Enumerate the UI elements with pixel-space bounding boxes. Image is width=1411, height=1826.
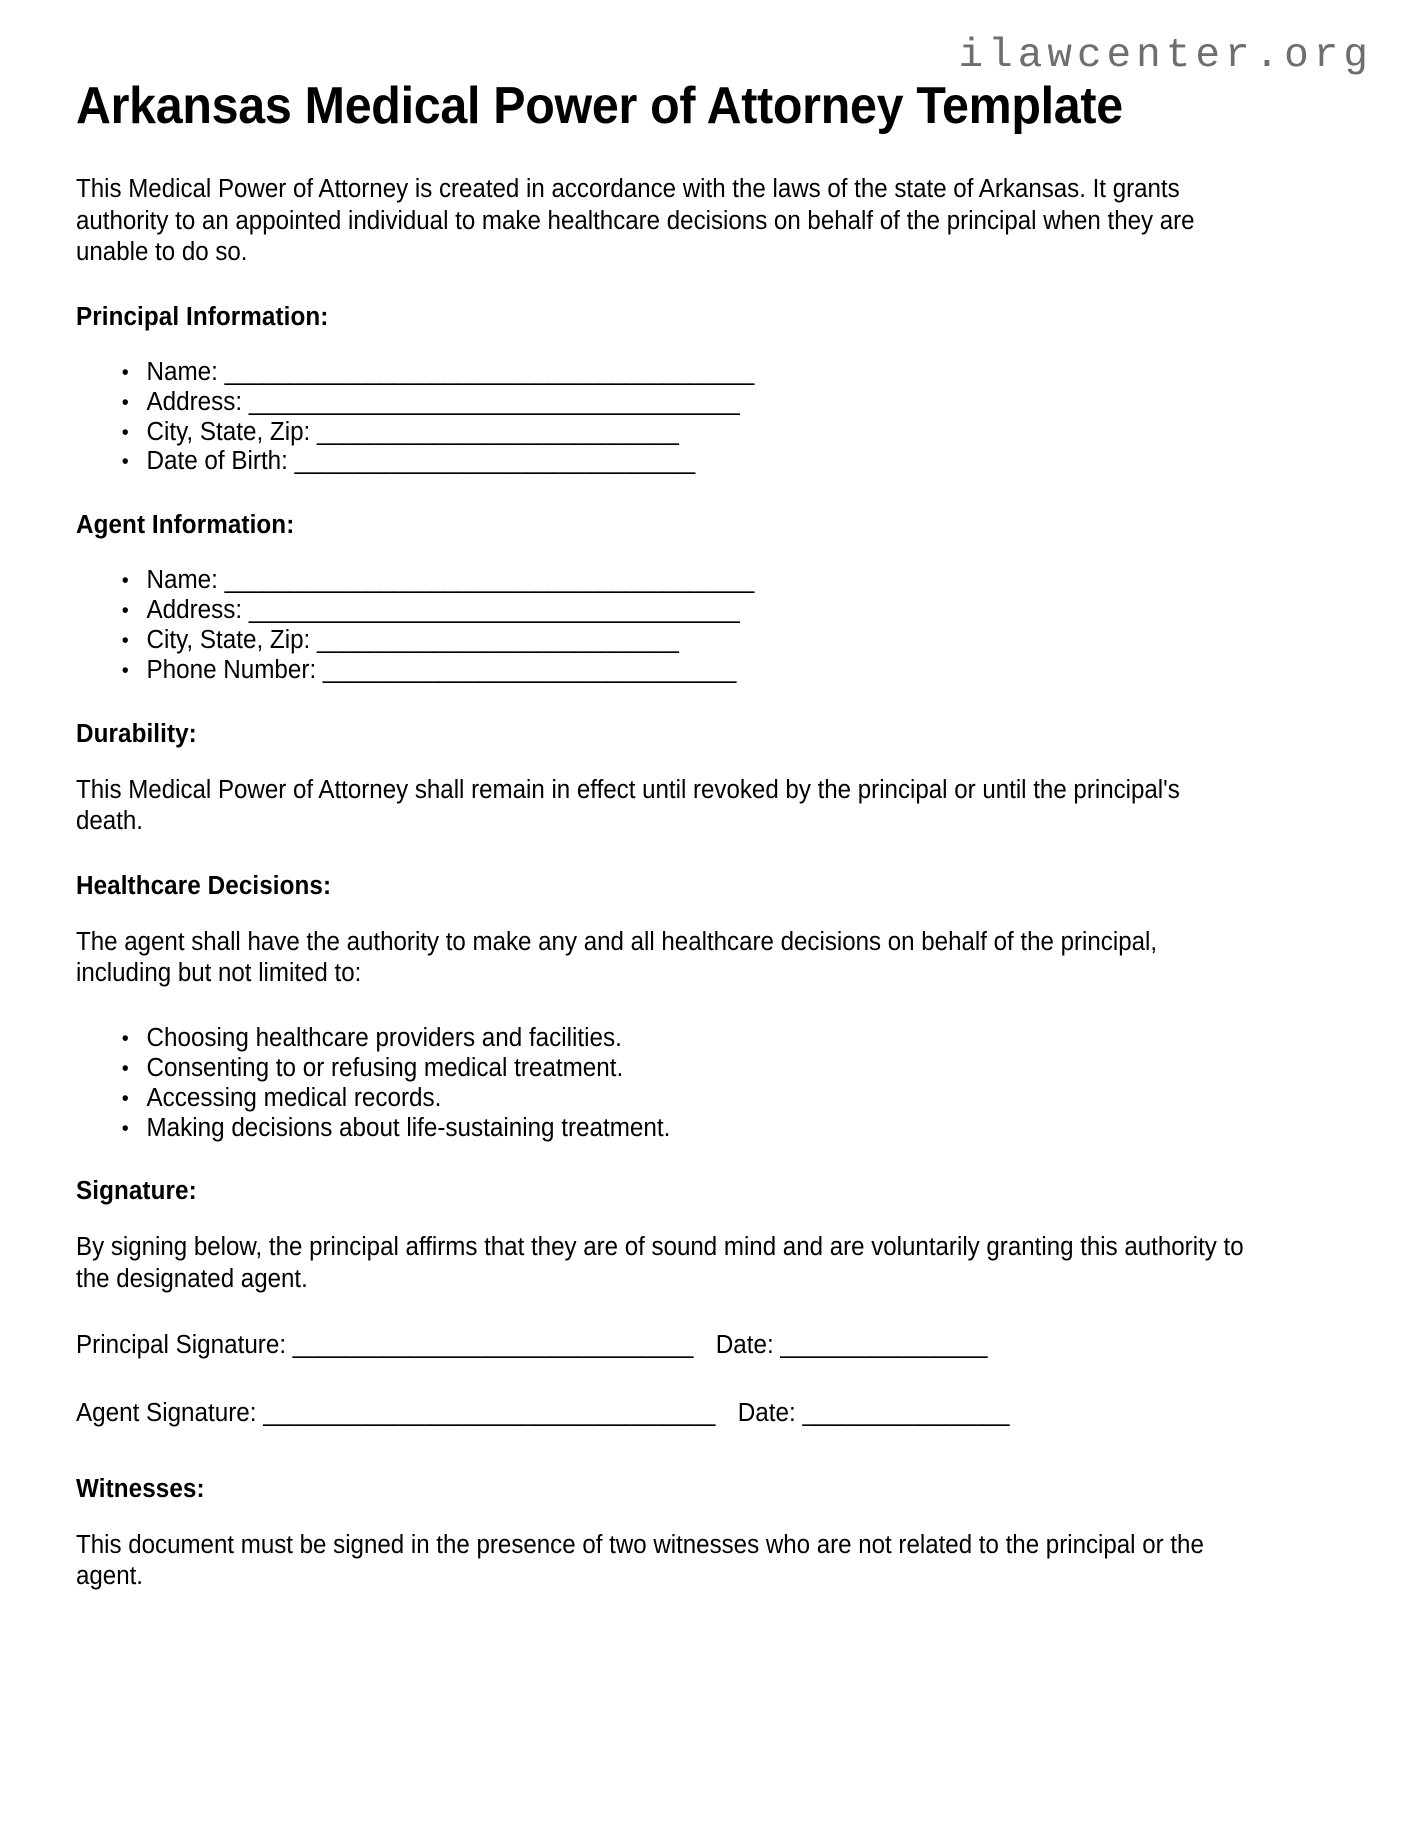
agent-signature-line <box>76 1398 1271 1429</box>
field-label: Name: <box>146 357 218 386</box>
section-heading-signature: Signature: <box>76 1177 197 1206</box>
section-heading-healthcare-decisions: Healthcare Decisions: <box>76 871 332 900</box>
list-item: • Making decisions about life-sustaining treatment. <box>118 1114 1273 1144</box>
section-heading-durability: Durability: <box>76 719 197 748</box>
principal-date-blank[interactable]: ________________ <box>780 1330 987 1359</box>
principal-signature-blank[interactable]: _______________________________ <box>292 1330 693 1359</box>
field-label: Phone Number: <box>146 655 317 684</box>
list-item: • Consenting to or refusing medical treatment. <box>118 1054 1273 1084</box>
list-item <box>118 656 1273 686</box>
agent-date-blank[interactable]: ________________ <box>802 1399 1009 1428</box>
field-label: Address: <box>146 387 243 416</box>
field-label: City, State, Zip: <box>146 417 311 446</box>
field-blank-line[interactable]: _______________________________ <box>294 447 695 476</box>
durability-paragraph: This Medical Power of Attorney shall remain in effect until revoked by the principal or until the principal's death. <box>76 775 1180 836</box>
field-blank-line[interactable]: ______________________________________ <box>248 387 740 416</box>
list-item <box>118 358 1273 388</box>
field-blank-line[interactable]: ____________________________ <box>317 417 679 446</box>
section-heading-witnesses: Witnesses: <box>76 1474 205 1503</box>
list-item <box>118 447 1273 477</box>
list-item <box>118 388 1273 418</box>
field-blank-line[interactable]: ____________________________ <box>317 625 679 654</box>
principal-information-field-list <box>76 358 1334 477</box>
agent-information-field-list <box>76 566 1334 685</box>
field-label: Address: <box>146 596 243 625</box>
healthcare-decisions-list <box>76 1024 1334 1143</box>
field-blank-line[interactable]: _________________________________________ <box>224 357 754 386</box>
agent-signature-label: Agent Signature: <box>76 1399 257 1428</box>
document-content <box>76 78 1334 1627</box>
section-heading-principal-information: Principal Information: <box>76 302 329 331</box>
list-item <box>118 626 1273 656</box>
list-item: • Choosing healthcare providers and facilities. <box>118 1024 1273 1054</box>
page-title: Arkansas Medical Power of Attorney Template <box>76 77 1123 135</box>
list-item <box>118 596 1273 626</box>
field-label: City, State, Zip: <box>146 625 311 654</box>
agent-date-label: Date: <box>737 1399 796 1428</box>
witnesses-paragraph: This document must be signed in the presence of two witnesses who are not related to the principal or the agent. <box>76 1530 1204 1591</box>
list-item: • Accessing medical records. <box>118 1084 1273 1114</box>
site-watermark: ilawcenter.org <box>958 33 1373 79</box>
list-item <box>118 566 1273 596</box>
agent-signature-blank[interactable]: ___________________________________ <box>263 1399 715 1428</box>
list-item <box>118 418 1273 448</box>
field-blank-line[interactable]: _________________________________________ <box>224 566 754 595</box>
principal-date-label: Date: <box>715 1330 774 1359</box>
principal-signature-label: Principal Signature: <box>76 1330 287 1359</box>
field-label: Date of Birth: <box>146 447 288 476</box>
section-heading-agent-information: Agent Information: <box>76 511 295 540</box>
field-blank-line[interactable]: ________________________________ <box>322 655 736 684</box>
field-blank-line[interactable]: ______________________________________ <box>248 596 740 625</box>
intro-paragraph: This Medical Power of Attorney is created in accordance with the laws of the state of Arkansas. It grants authority to an appointed individual to make healthcare decisions on behalf of the principal when they are unable to do so. <box>76 175 1195 267</box>
field-label: Name: <box>146 566 218 595</box>
principal-signature-line <box>76 1330 1271 1361</box>
healthcare-decisions-paragraph: The agent shall have the authority to make any and all healthcare decisions on behalf of the principal, including but not limited to: <box>76 927 1158 988</box>
signature-paragraph: By signing below, the principal affirms that they are of sound mind and are voluntarily granting this authority to the designated agent. <box>76 1233 1244 1293</box>
